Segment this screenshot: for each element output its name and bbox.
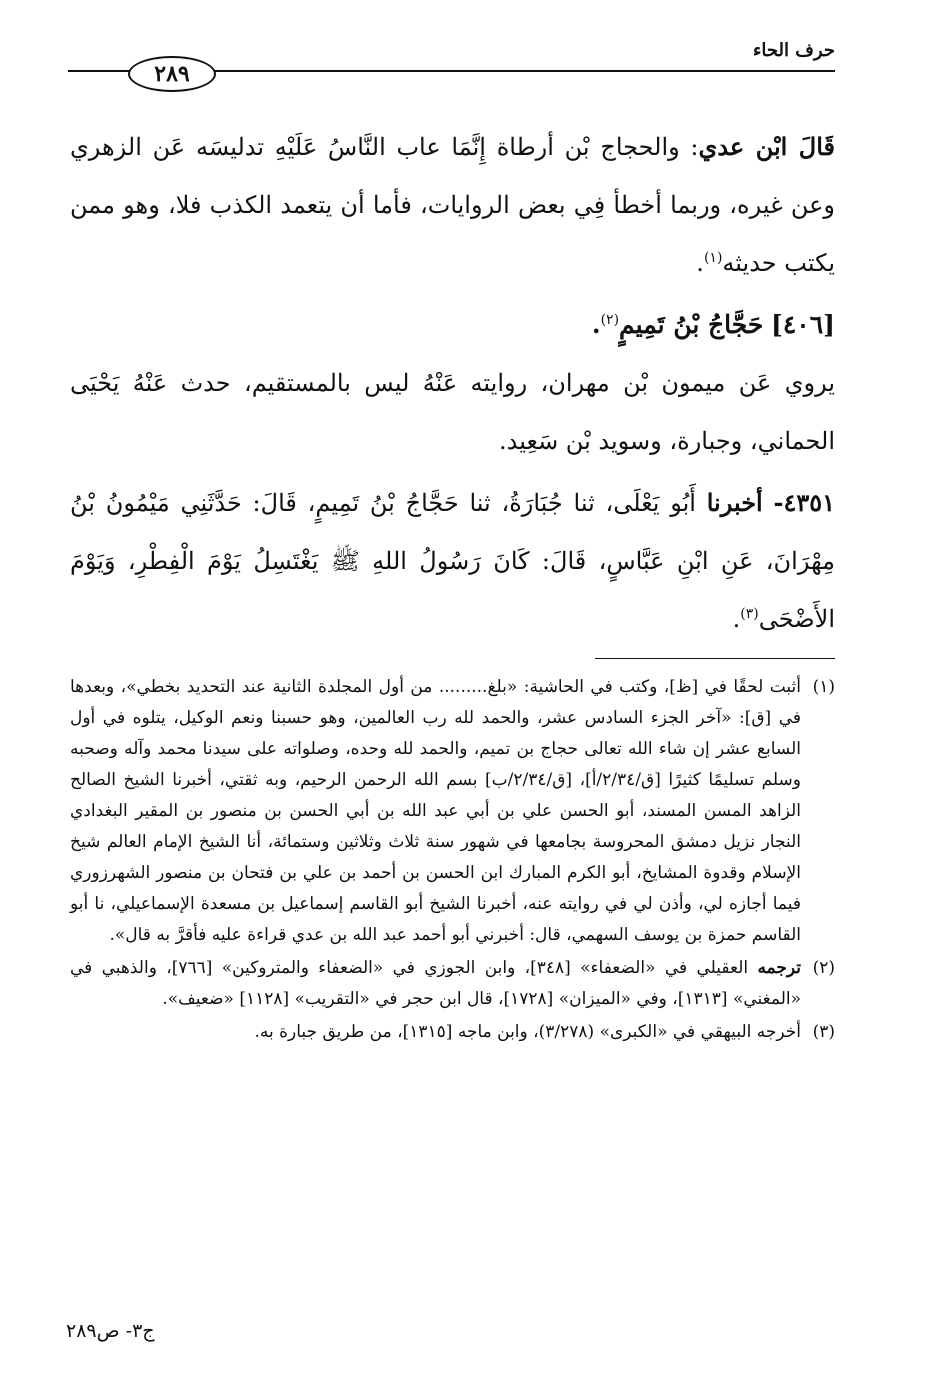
paragraph-end: . [696,249,704,277]
paragraph-text: : والحجاج بْن أرطاة إِنَّمَا عاب النَّاسُ عَلَيْهِ تدليسَه عَن الزهري وعن غيره، وربما أخطأ فِي بعض الروايات، فأما أن يتعمد الكذب فلا، وهو ممن يكتب حديثه [70,133,835,277]
hadith-number: ٤٣٥١- [773,488,835,517]
footnote-separator [595,658,835,659]
hadith-paragraph [70,474,835,648]
footnote-ref-1[interactable]: (١) [703,250,723,266]
footnote-text: أخرجه البيهقي في «الكبرى» (٣/٢٧٨)، وابن ماجه [١٣١٥]، من طريق جبارة به. [254,1022,801,1042]
footnote-ref-2[interactable]: (٢) [600,312,620,328]
running-title: حرف الحاء [752,40,835,61]
paragraph-ibn-adi [70,118,835,292]
footnotes [70,672,835,1050]
footnote-number: (٢) [812,958,835,978]
footnote-item [70,672,835,951]
footnote-item [70,1017,835,1048]
hadith-end: . [732,605,741,633]
footnote-number: (١) [812,677,835,697]
folio-reference: ج٣- ص٢٨٩ [66,1320,155,1342]
page-number-badge: ٢٨٩ [128,56,216,92]
entry-name: حَجَّاجُ بْنُ تَمِيمٍ [619,310,764,339]
hadith-lead: أخبرنا [706,488,763,517]
footnote-text: أثبت لحقًا في [ظ]، وكتب في الحاشية: «بلغ......... من أول المجلدة الثانية عند التحديد بخطي»، وبعدها في [ق]: «آخر الجزء السادس عشر، والحمد لله رب العالمين، وهو حسبنا ونعم الوكيل، يتلوه في أول السابع عشر إن شاء الله تعالى حجاج بن تميم، والحمد لله وحده، وصلواته على سيدنا محمد وآله وصحبه وسلم تسليمًا كثيرًا [ق/٢/٣٤/أ]، [ق/٢/٣٤/ب] بسم الله الرحمن الرحيم، وبه ثقتي، أخبرنا الشيخ الصالح الزاهد المسن المسند، أبو الحسن علي بن أبي عبد الله بن أبي الحسن بن منصور بن المقير البغدادي النجار نزيل دمشق المحروسة بجامعها في شهور سنة ثلاث وثلاثين وستمائة، أنا الشيخ الإمام العالم شيخ الإسلام وقدوة المشايخ، أبو الكرم المبارك ابن الحسن بن أحمد بن علي بن فتحان بن منصور الشهرزوري فيما أجازه لي، وأذن لي في روايته عنه، أخبرنا الشيخ أبو القاسم إسماعيل بن مسعدة الإسماعيلي، نا أبو القاسم حمزة بن يوسف السهمي، قال: أخبرني أبو أحمد عبد الله بن عدي قراءة عليه فأقرَّ به قال». [70,677,801,945]
entry-heading [70,296,835,354]
footnote-body [70,953,801,1015]
speaker-lead: قَالَ ابْن عدي [698,132,835,161]
footnote-text: العقيلي في «الضعفاء» [٣٤٨]، وابن الجوزي في «الضعفاء والمتروكين» [٧٦٦]، والذهبي في «المغني» [١٣١٣]، وفي «الميزان» [١٧٢٨]، قال ابن حجر في «التقريب» [١١٢٨] «ضعيف». [70,958,801,1009]
footnote-number: (٣) [812,1022,835,1042]
entry-number: [٤٠٦] [771,310,835,339]
paragraph-narrator: يروي عَن ميمون بْن مهران، روايته عَنْهُ ليس بالمستقيم، حدث عَنْهُ يَحْيَى الحماني، وجبارة، وسويد بْن سَعِيد. [70,369,835,455]
footnote-ref-3[interactable]: (٣) [740,606,759,622]
hadith-text: أَبُو يَعْلَى، ثنا جُبَارَةُ، ثنا حَجَّاجُ بْنُ تَمِيمٍ، قَالَ: حَدَّثَنِي مَيْمُونُ بْنُ مِهْرَانَ، عَنِ ابْنِ عَبَّاسٍ، قَالَ: كَانَ رَسُولُ اللهِ ﷺ يَغْتَسِلُ يَوْمَ الْفِطْرِ، وَيَوْمَ الأَضْحَى [70,489,835,633]
footnote-lead: ترجمه [757,958,801,978]
entry-end: . [591,310,601,339]
footnote-item [70,953,835,1015]
main-text [70,118,835,648]
